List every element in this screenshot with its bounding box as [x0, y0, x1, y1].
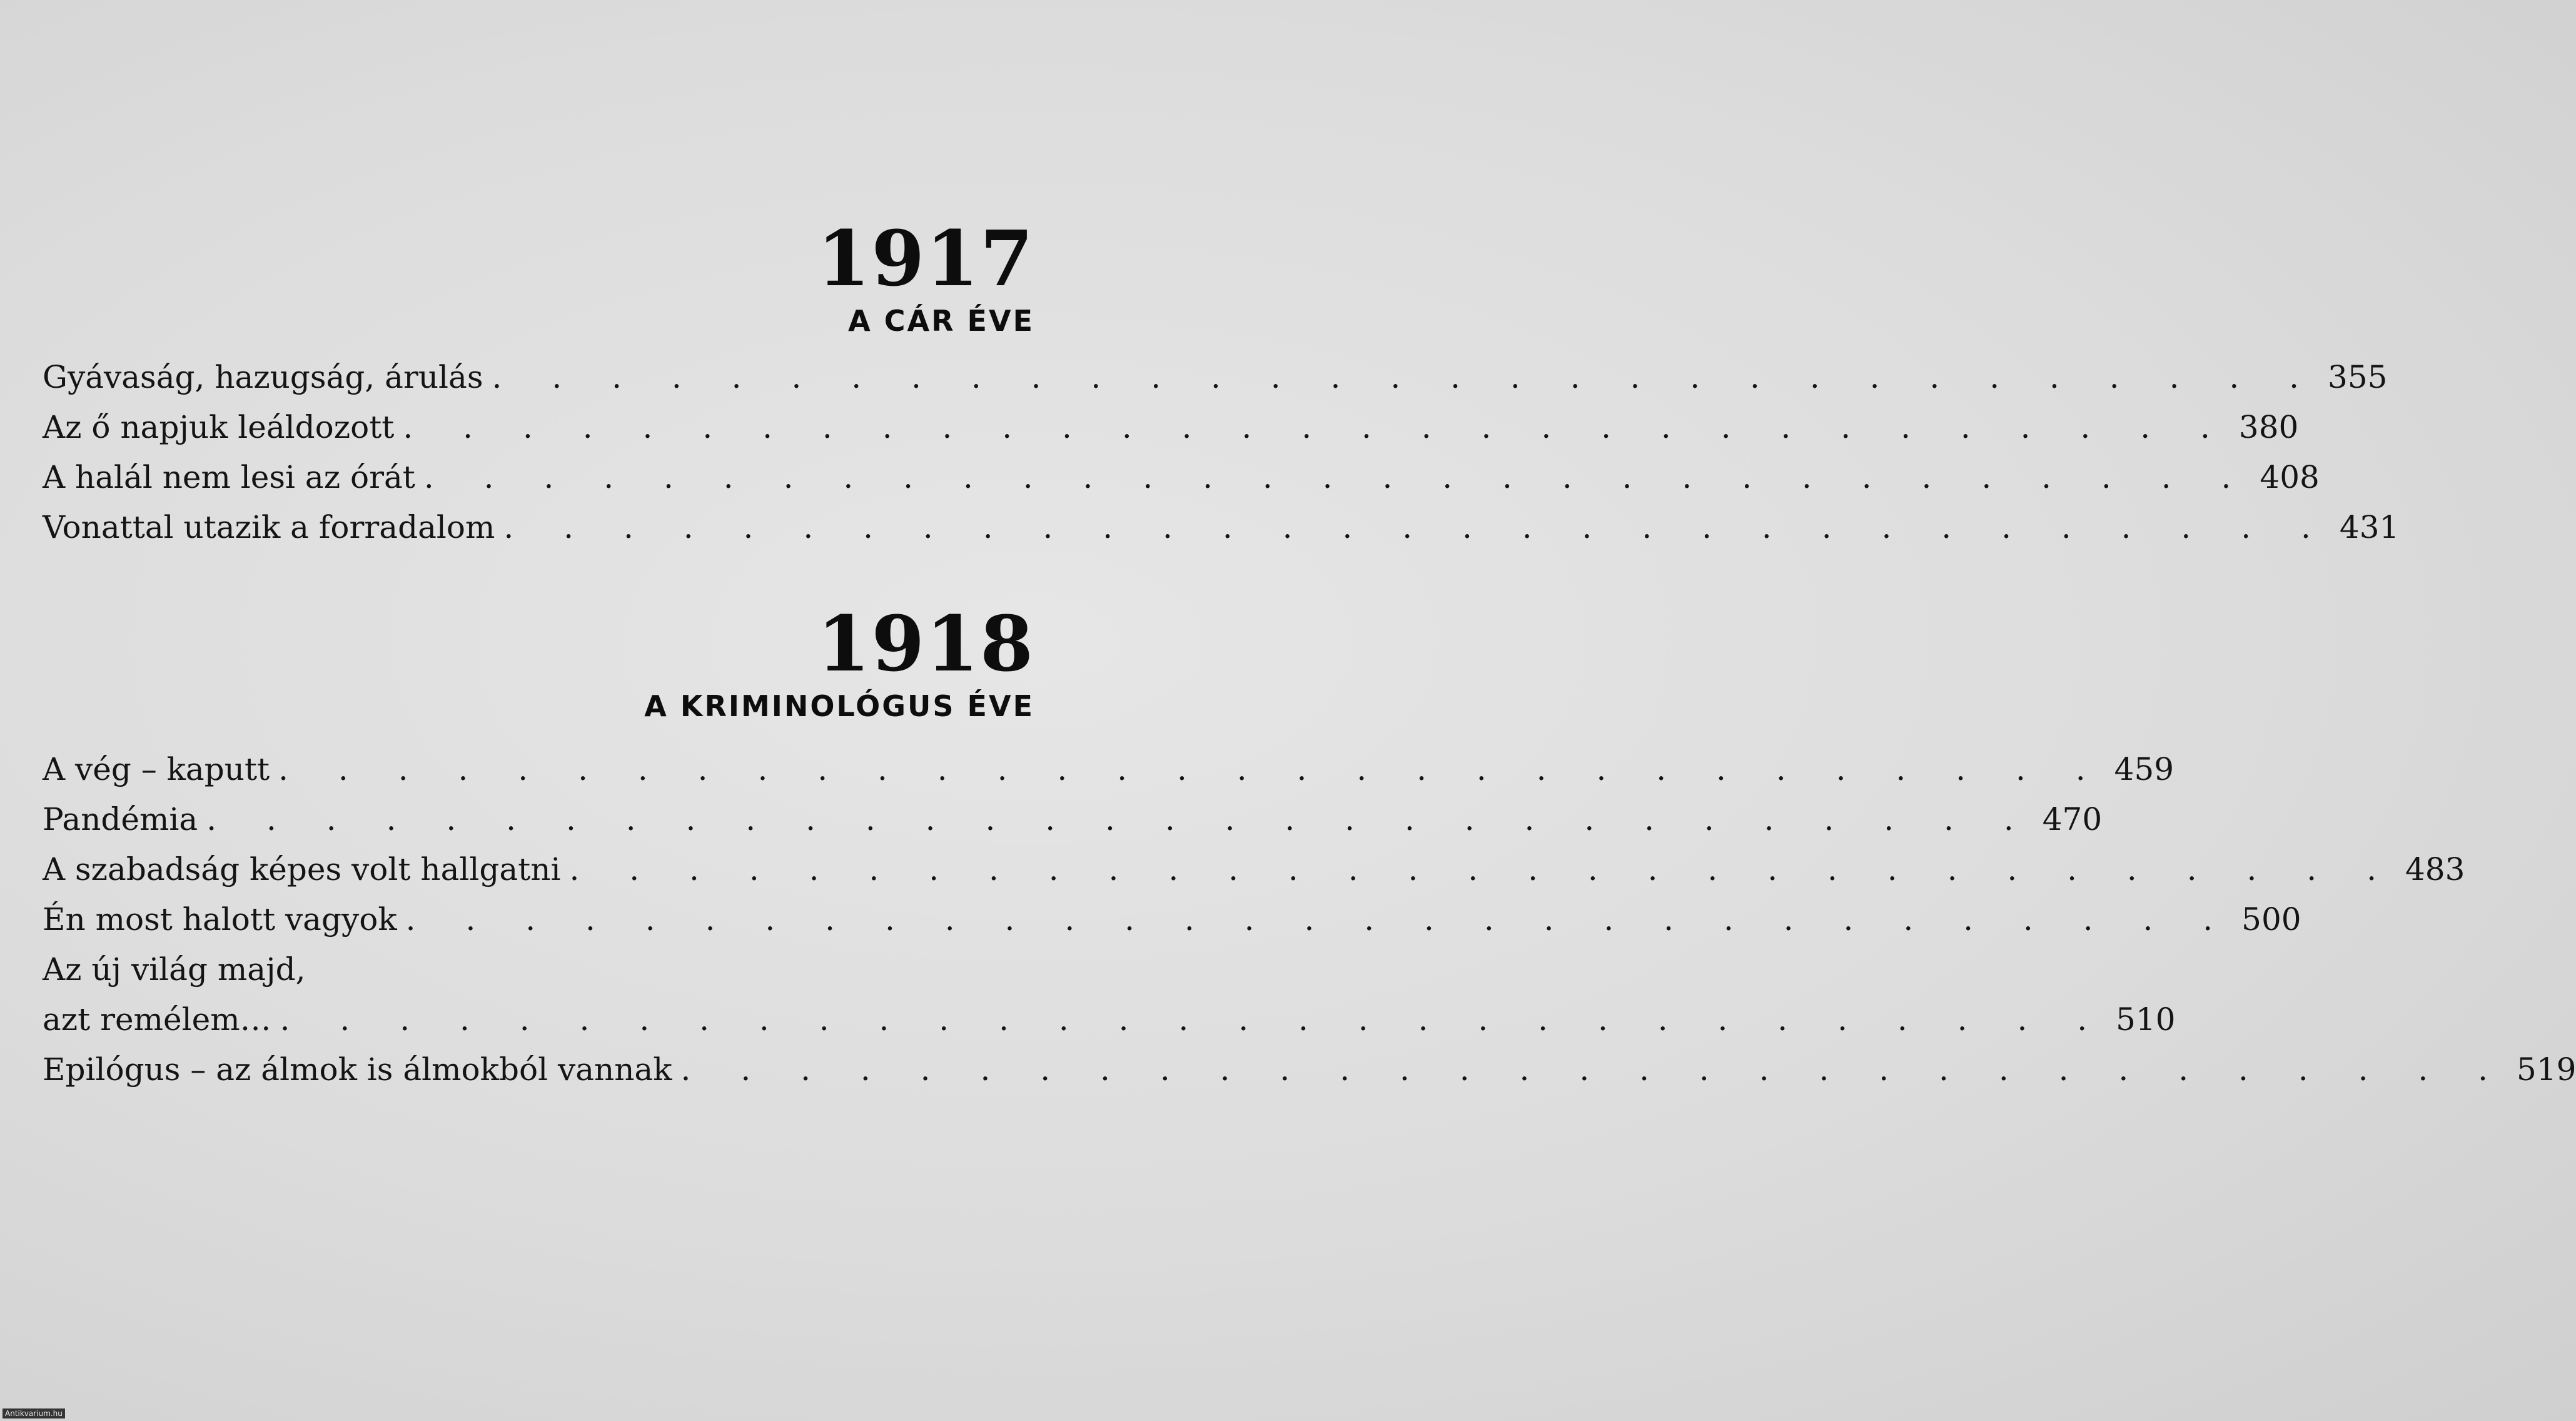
toc-entry-page: 459: [2114, 751, 2174, 787]
toc-entry[interactable]: [43, 459, 2320, 495]
toc-entry-title: Gyávaság, hazugság, árulás: [43, 359, 483, 395]
toc-entry-title: A vég – kaputt: [43, 751, 270, 787]
toc-entry-title-line[interactable]: Az új világ majd,: [43, 951, 306, 988]
toc-entry-page: 380: [2238, 409, 2299, 445]
toc-entry-page: 519: [2517, 1051, 2576, 1088]
dot-leader: . . . . . . . . . . . . . . . . . . . . . . . . . . . . . . .: [278, 751, 2106, 787]
toc-entry-title: Az ő napjuk leáldozott: [43, 409, 395, 445]
watermark: Antikvarium.hu: [3, 1408, 65, 1418]
toc-entry-page: 483: [2405, 851, 2465, 887]
toc-entry-page: 470: [2042, 801, 2103, 837]
toc-entry[interactable]: [43, 1001, 2176, 1038]
toc-entry[interactable]: [43, 359, 2388, 395]
section-year-1917: 1917: [817, 213, 1034, 303]
section-subtitle-1918: A KRIMINOLÓGUS ÉVE: [644, 689, 1034, 723]
toc-entry[interactable]: [43, 509, 2400, 545]
toc-entry-page: 510: [2116, 1001, 2176, 1038]
toc-entry[interactable]: [43, 901, 2301, 938]
toc-entry[interactable]: [43, 751, 2174, 787]
section-subtitle-1917: A CÁR ÉVE: [848, 304, 1034, 338]
toc-entry[interactable]: [43, 409, 2299, 445]
dot-leader: . . . . . . . . . . . . . . . . . . . . . . . . . . . . . . .: [569, 851, 2397, 887]
toc-entry[interactable]: [43, 1051, 2576, 1088]
toc-entry[interactable]: [43, 851, 2465, 887]
dot-leader: . . . . . . . . . . . . . . . . . . . . . . . . . . . . . . .: [206, 801, 2034, 837]
toc-entry-page: 431: [2339, 509, 2400, 545]
dot-leader: . . . . . . . . . . . . . . . . . . . . . . . . . . . . . . .: [503, 509, 2331, 545]
dot-leader: . . . . . . . . . . . . . . . . . . . . . . . . . . . . . . .: [680, 1051, 2508, 1088]
toc-entry-title: Vonattal utazik a forradalom: [43, 509, 495, 545]
dot-leader: . . . . . . . . . . . . . . . . . . . . . . . . . . . . . . .: [423, 459, 2251, 495]
toc-entry-title: Pandémia: [43, 801, 198, 837]
toc-entry-page: 500: [2241, 901, 2301, 938]
toc-entry-title: Epilógus – az álmok is álmokból vannak: [43, 1051, 672, 1088]
dot-leader: . . . . . . . . . . . . . . . . . . . . . . . . . . . . . . .: [492, 359, 2320, 395]
dot-leader: . . . . . . . . . . . . . . . . . . . . . . . . . . . . . . .: [280, 1001, 2108, 1038]
toc-entry-title: A szabadság képes volt hallgatni: [43, 851, 561, 887]
toc-entry-title: A halál nem lesi az órát: [43, 459, 415, 495]
toc-entry-title: azt remélem…: [43, 1001, 271, 1038]
dot-leader: . . . . . . . . . . . . . . . . . . . . . . . . . . . . . . .: [403, 409, 2230, 445]
dot-leader: . . . . . . . . . . . . . . . . . . . . . . . . . . . . . . .: [405, 901, 2233, 938]
toc-entry[interactable]: [43, 801, 2103, 837]
section-year-1918: 1918: [817, 599, 1034, 689]
toc-entry-page: 408: [2260, 459, 2320, 495]
toc-entry-page: 355: [2328, 359, 2388, 395]
toc-entry-title: Én most halott vagyok: [43, 901, 397, 938]
